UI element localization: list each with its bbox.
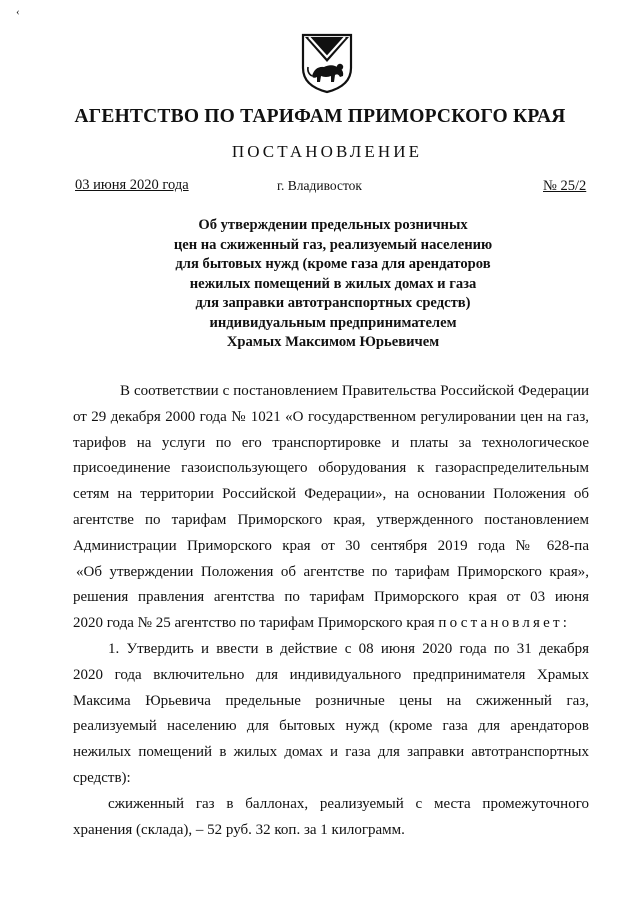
preamble-line: решения правления агентства по тарифам Приморского края от 03 июня bbox=[73, 589, 589, 606]
title-line: цен на сжиженный газ, реализуемый населению bbox=[173, 236, 493, 253]
document-type: ПОСТАНОВЛЕНИЕ bbox=[231, 142, 423, 161]
preamble-line: от 29 декабря 2000 года № 1021 «О государственном регулировании цен на газ, bbox=[73, 408, 589, 425]
item-1-line: Максима Юрьевича предельные розничные цены на сжиженный газ, bbox=[73, 692, 589, 709]
preamble-line: «Об утверждении Положения об агентстве по тарифам Приморского края», bbox=[76, 563, 589, 580]
item-1-line: средств): bbox=[73, 769, 131, 786]
preamble-line: агентстве по тарифам Приморского края, утвержденного постановлением bbox=[73, 511, 589, 528]
item-1-line: нежилых помещений в жилых домах и газа для заправки автотранспортных bbox=[73, 744, 589, 761]
title-line: Об утверждении предельных розничных bbox=[198, 217, 468, 233]
preamble-line: присоединение газоиспользующего оборудования к газораспределительным bbox=[73, 460, 589, 477]
agency-name: АГЕНТСТВО ПО ТАРИФАМ ПРИМОРСКОГО КРАЯ bbox=[74, 106, 566, 127]
resolves-word: постановляет: bbox=[438, 615, 571, 632]
item-1-line: реализуемый населению для бытовых нужд (кроме газа для арендаторов bbox=[73, 718, 589, 735]
preamble-line-text: 2020 года № 25 агентство по тарифам Приморского края bbox=[73, 615, 439, 632]
document-number: № 25/2 bbox=[543, 178, 587, 194]
item-1-line: 2020 года включительно для индивидуального предпринимателя Храмых bbox=[73, 666, 589, 683]
scan-mark: ‹ bbox=[16, 6, 20, 18]
document-date: 03 июня 2020 года bbox=[75, 177, 189, 193]
price-line: сжиженный газ в баллонах, реализуемый с места промежуточного bbox=[108, 795, 589, 812]
title-line: Храмых Максимом Юрьевичем bbox=[226, 334, 440, 350]
document-city: г. Владивосток bbox=[277, 178, 362, 193]
title-line: для бытовых нужд (кроме газа для арендаторов bbox=[175, 256, 491, 272]
title-line: для заправки автотранспортных средств) bbox=[195, 295, 471, 311]
preamble-last-line bbox=[73, 611, 589, 637]
preamble-line: тарифов на услуги по его транспортировке и платы за технологическое bbox=[73, 434, 589, 451]
title-line: индивидуальным предпринимателем bbox=[209, 314, 457, 331]
document-body bbox=[73, 379, 589, 843]
primorsky-krai-coat-of-arms-icon bbox=[300, 32, 354, 94]
document-title bbox=[140, 216, 526, 353]
preamble-line: сетям на территории Российской Федерации», на основании Положения об bbox=[73, 486, 589, 503]
item-1-line: 1. Утвердить и ввести в действие с 08 июня 2020 года по 31 декабря bbox=[108, 640, 589, 657]
price-line: хранения (склада), – 52 руб. 32 коп. за 1 килограмм. bbox=[73, 821, 405, 838]
preamble-line: Администрации Приморского края от 30 сентября 2019 года № 628-па bbox=[73, 537, 589, 554]
preamble-line: В соответствии с постановлением Правительства Российской Федерации bbox=[120, 383, 589, 399]
title-line: нежилых помещений в жилых домах и газа bbox=[189, 275, 477, 292]
